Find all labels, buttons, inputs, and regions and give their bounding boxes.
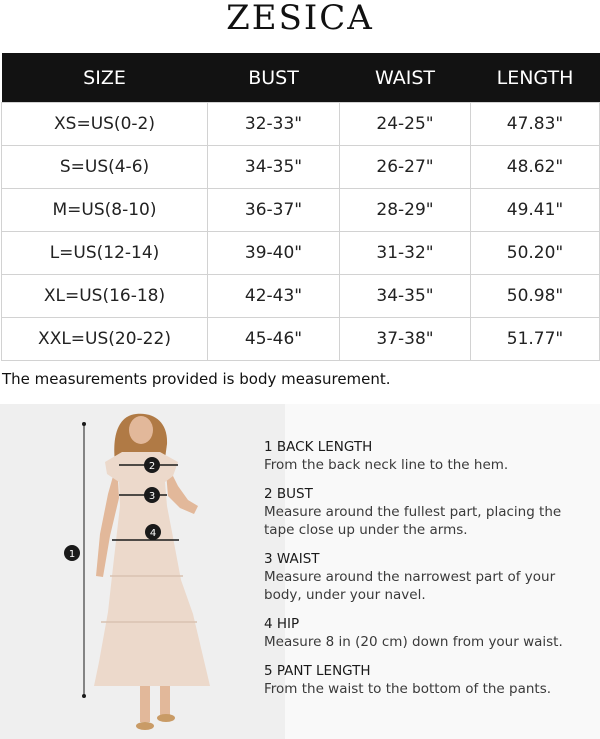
cell-waist: 28-29" <box>340 189 471 232</box>
cell-waist: 26-27" <box>340 146 471 189</box>
cell-bust: 32-33" <box>208 103 340 146</box>
table-row <box>2 232 600 275</box>
cell-waist: 37-38" <box>340 318 471 361</box>
back-length-end-dot <box>82 694 86 698</box>
svg-text:1: 1 <box>68 549 76 560</box>
cell-waist: 24-25" <box>340 103 471 146</box>
guide-item-title: 5 PANT LENGTH <box>264 663 371 679</box>
table-row <box>2 146 600 189</box>
cell-bust: 39-40" <box>208 232 340 275</box>
svg-text:3: 3 <box>148 491 156 502</box>
cell-length: 51.77" <box>471 318 600 361</box>
header-size: SIZE <box>2 53 208 103</box>
table-row <box>2 318 600 361</box>
guide-item-desc: From the waist to the bottom of the pants. <box>264 681 552 697</box>
cell-waist: 31-32" <box>340 232 471 275</box>
cell-bust: 42-43" <box>208 275 340 318</box>
table-header-row <box>2 53 600 103</box>
guide-item-desc: Measure around the narrowest part of your body, under your navel. <box>264 569 556 603</box>
header-length: LENGTH <box>471 53 600 103</box>
left-leg <box>140 686 150 722</box>
svg-text:4: 4 <box>149 528 157 539</box>
right-sandal <box>157 714 175 722</box>
cell-size: L=US(12-14) <box>2 232 208 275</box>
cell-length: 48.62" <box>471 146 600 189</box>
back-length-end-dot <box>82 422 86 426</box>
table-row <box>2 189 600 232</box>
header-waist: WAIST <box>340 53 471 103</box>
header-bust: BUST <box>208 53 340 103</box>
marker-2-icon <box>144 457 160 473</box>
guide-item-bust <box>264 485 594 539</box>
size-chart-table <box>1 53 600 361</box>
marker-3-icon <box>144 487 160 503</box>
cell-size: S=US(4-6) <box>2 146 208 189</box>
left-sandal <box>136 722 154 730</box>
measurement-guide <box>264 438 594 709</box>
guide-item-waist <box>264 550 594 604</box>
marker-4-icon <box>145 524 161 540</box>
svg-text:2: 2 <box>148 461 156 472</box>
brand-logo: ZESICA <box>226 0 374 38</box>
cell-size: XXL=US(20-22) <box>2 318 208 361</box>
cell-length: 47.83" <box>471 103 600 146</box>
cell-size: XS=US(0-2) <box>2 103 208 146</box>
guide-item-title: 3 WAIST <box>264 551 320 567</box>
guide-item-title: 1 BACK LENGTH <box>264 439 373 455</box>
guide-item-desc: From the back neck line to the hem. <box>264 457 509 473</box>
dress-model-illustration <box>0 404 285 739</box>
guide-item-pant-length <box>264 662 594 698</box>
cell-bust: 45-46" <box>208 318 340 361</box>
table-row <box>2 103 600 146</box>
cell-size: XL=US(16-18) <box>2 275 208 318</box>
face-shape <box>129 416 153 444</box>
guide-item-desc: Measure 8 in (20 cm) down from your waist. <box>264 634 563 650</box>
table-row <box>2 275 600 318</box>
guide-item-hip <box>264 615 594 651</box>
cell-length: 50.98" <box>471 275 600 318</box>
cell-waist: 34-35" <box>340 275 471 318</box>
cell-bust: 36-37" <box>208 189 340 232</box>
guide-item-back-length <box>264 438 594 474</box>
marker-1-icon <box>64 545 80 561</box>
cell-size: M=US(8-10) <box>2 189 208 232</box>
cell-bust: 34-35" <box>208 146 340 189</box>
guide-item-title: 4 HIP <box>264 616 300 632</box>
right-leg <box>160 686 170 716</box>
guide-item-title: 2 BUST <box>264 486 313 502</box>
cell-length: 49.41" <box>471 189 600 232</box>
measurement-note: The measurements provided is body measurement. <box>2 370 391 388</box>
guide-item-desc: Measure around the fullest part, placing the tape close up under the arms. <box>264 504 562 538</box>
cell-length: 50.20" <box>471 232 600 275</box>
